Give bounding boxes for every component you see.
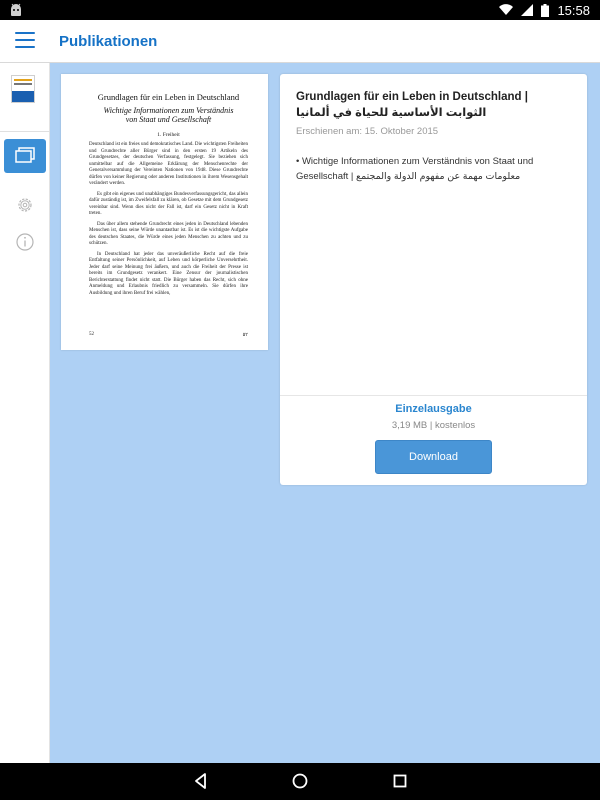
clock: 15:58	[557, 2, 590, 18]
main-content	[50, 63, 600, 763]
preview-paragraph: In Deutschland hat jeder das unveräußerliche Recht auf die freie Entfaltung seiner Persönlichkeit, auf Leben und körperliche Unversehrtheit. Jeder darf seine Meinung frei äußern, und auch die Freiheit der Presse ist bereits im Grundgesetz verankert. Eine Zensur der journalistischen Berichterstattung findet nicht statt. Die Bürger haben das Recht, sich ohne Anmeldung und Erlaubnis friedlich zu versammeln. Sie dürfen ihre Ausbildung und ihren Beruf frei wählen,	[89, 251, 248, 296]
status-bar	[0, 0, 600, 20]
publication-info-card	[280, 74, 587, 485]
publication-description: • Wichtige Informationen zum Verständnis von Staat und Gesellschaft | معلومات مهمة عن مفهوم الدولة والمجتمع	[296, 156, 534, 182]
download-button[interactable]: Download	[375, 440, 492, 474]
app-bar	[0, 20, 600, 63]
sidebar-divider	[0, 131, 50, 132]
preview-subtitle-line1: Wichtige Informationen zum Verständnis	[103, 106, 234, 115]
page-title: Publikationen	[59, 33, 158, 50]
publication-date: Erschienen am: 15. Oktober 2015	[296, 126, 439, 137]
sidebar-item-publications[interactable]	[4, 139, 46, 173]
preview-page-left: 52	[89, 332, 94, 337]
status-icons	[499, 0, 590, 20]
edition-label: Einzelausgabe	[395, 403, 472, 415]
settings-gear-icon[interactable]	[14, 194, 36, 216]
preview-subtitle-line2: von Staat und Gesellschaft	[125, 115, 212, 125]
back-icon[interactable]	[190, 771, 212, 791]
preview-page-numbers	[89, 332, 248, 338]
info-icon[interactable]	[14, 231, 36, 253]
card-divider	[280, 395, 587, 396]
cell-signal-icon	[521, 4, 533, 16]
publication-preview[interactable]	[61, 74, 268, 350]
file-size: 3,19 MB | kostenlos	[391, 420, 476, 431]
publication-logo[interactable]	[11, 75, 35, 103]
preview-subtitle	[89, 106, 248, 124]
recents-icon[interactable]	[389, 771, 411, 791]
battery-icon	[541, 4, 549, 17]
preview-section-heading: 1. Freiheit	[157, 132, 180, 139]
sidebar	[0, 63, 50, 763]
preview-page-right: ٥٢	[242, 333, 248, 338]
preview-title: Grundlagen für ein Leben in Deutschland	[97, 92, 240, 102]
android-icon	[8, 2, 24, 18]
preview-paragraph: Das über allem stehende Grundrecht eines jeden in Deutschland lebenden Menschen ist, dass seine Würde unantastbar ist. Es ist die wichtigste Aufgabe des deutschen Staates, die Würde eines jeden Menschen zu achten und zu schützen.	[89, 221, 248, 247]
preview-paragraph: Es gibt ein eigenes und unabhängiges Bundesverfassungsgericht, das allein dafür zuständig ist, im Zweifelsfall zu klären, ob Gesetze mit dem Grundgesetz vereinbar sind. Wenn dies nicht der Fall ist, darf ein Gesetz nicht in Kraft treten.	[89, 191, 248, 217]
home-icon[interactable]	[289, 771, 311, 791]
wifi-icon	[499, 4, 513, 16]
hamburger-menu-icon[interactable]	[15, 32, 35, 50]
publication-title: Grundlagen für ein Leben in Deutschland | الثوابت الأساسية للحياة في ألمانيا	[296, 91, 528, 119]
preview-paragraph: Deutschland ist ein freies und demokratisches Land. Die wichtigsten Freiheiten und Grundrechte aller Bürger sind in den ersten 19 Artikeln des Grundgesetzes, der deutschen Verfassung, festgelegt. Sie beziehen sich unmittelbar auf die Allgemeine Erklärung der Menschenrechte der Generalversammlung der Vereinten Nationen von 1948. Diese Grundrechte dürfen von keiner Regierung oder anderen Institutionen in ihrem Wesensgehalt verändert werden.	[89, 142, 248, 187]
system-nav-bar	[0, 763, 600, 800]
publications-icon	[4, 139, 46, 173]
